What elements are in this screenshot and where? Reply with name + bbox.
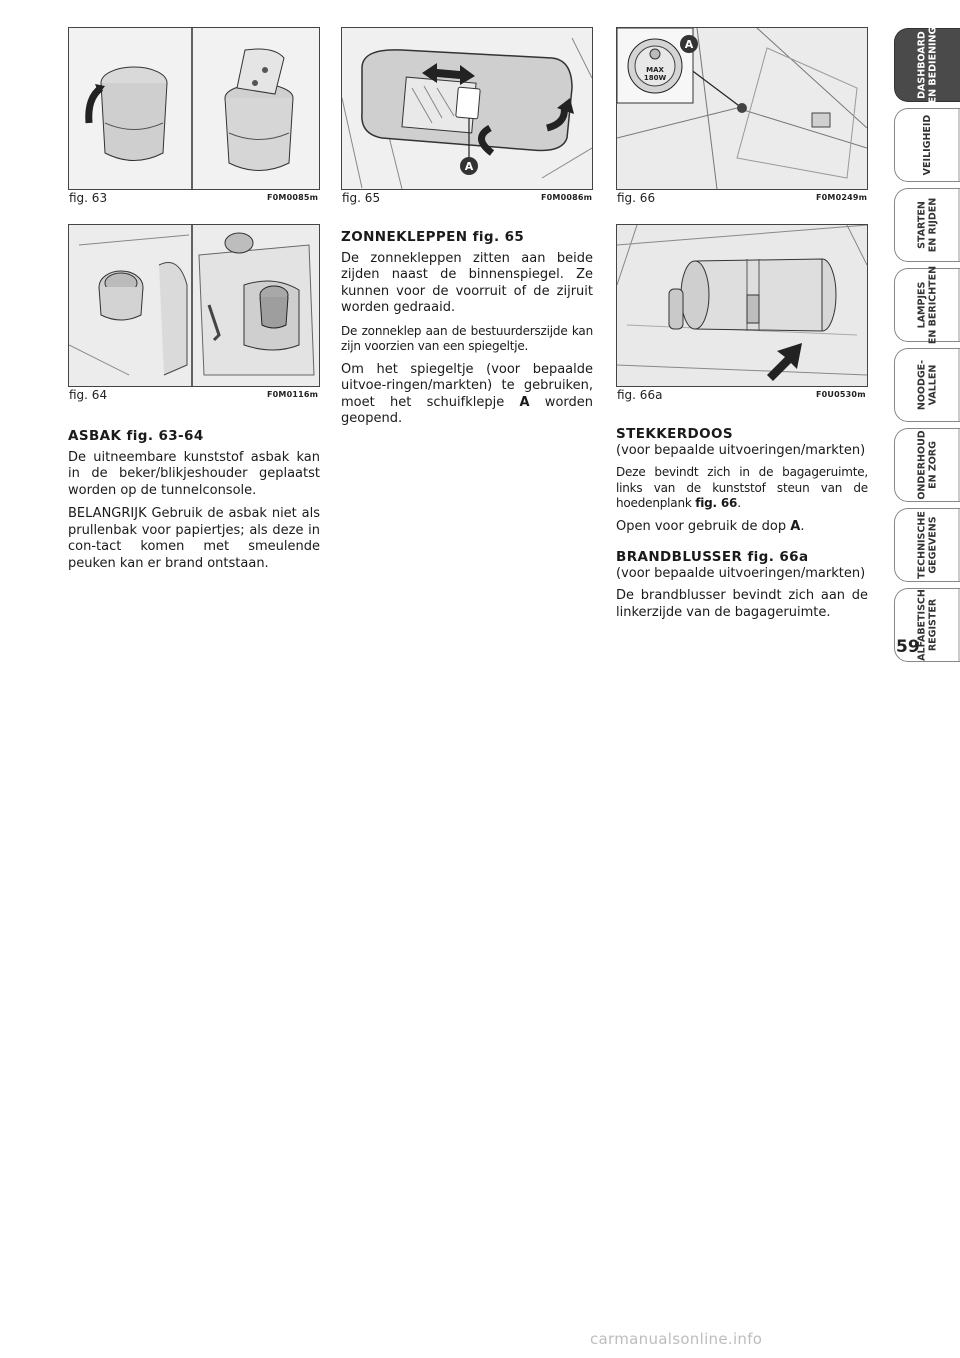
fig-65-label: fig. 65 — [342, 191, 381, 205]
zonnekleppen-paragraph-1: De zonnekleppen zitten aan beide zijden naast de binnenspiegel. Ze kunnen voor de voorruit of de zijruit worden gedraaid. — [341, 250, 593, 315]
asbak-paragraph-1: De uitneembare kunststof asbak kan in de beker/blikjeshouder geplaatst worden op de tunnelconsole. — [68, 449, 320, 498]
stekkerdoos-p2-ref: A — [790, 518, 801, 534]
fig-66-socket-watt: 180W — [643, 74, 667, 82]
asbak-paragraph-2: BELANGRIJK Gebruik de asbak niet als prullenbak voor papiertjes; als deze in con-tact komen met smeulende peuken kan er brand ontstaan. — [68, 506, 320, 571]
stekkerdoos-p2-end: . — [800, 518, 805, 534]
tab-veiligheid[interactable] — [894, 108, 960, 182]
figure-63 — [68, 27, 320, 190]
brandblusser-subtitle: (voor bepaalde uitvoeringen/markten) — [616, 565, 866, 581]
stekkerdoos-p2-text: Open voor gebruik de dop — [616, 518, 791, 534]
fig-66-code: F0M0249m — [816, 193, 868, 202]
fig-66a-label: fig. 66a — [617, 388, 663, 402]
section-stekkerdoos — [616, 426, 868, 628]
fire-extinguisher-illustration — [617, 225, 867, 386]
fig-64-code: F0M0116m — [267, 390, 319, 399]
figure-65 — [341, 27, 593, 190]
section-asbak — [68, 428, 320, 579]
zonnekleppen-heading: ZONNEKLEPPEN fig. 65 — [341, 229, 525, 245]
tab-label: TECHNISCHE GEGEVENS — [916, 511, 938, 579]
fig-66-callout-a: A — [684, 38, 694, 51]
tab-technische-gegevens[interactable] — [894, 508, 960, 582]
tab-label: NOODGE- VALLEN — [916, 359, 938, 411]
watermark: carmanualsonline.info — [590, 1330, 763, 1348]
page-number: 59 — [896, 637, 920, 657]
tab-label: LAMPJES EN BERICHTEN — [916, 265, 938, 345]
fig-66a-code: F0U0530m — [816, 390, 866, 399]
tab-noodgevallen[interactable] — [894, 348, 960, 422]
brandblusser-heading: BRANDBLUSSER fig. 66a — [616, 549, 809, 565]
fig-63-label: fig. 63 — [69, 191, 108, 205]
stekkerdoos-paragraph-1 — [616, 465, 868, 512]
figure-64 — [68, 224, 320, 387]
section-zonnekleppen — [341, 229, 593, 435]
figure-66 — [616, 27, 868, 190]
tab-label: ONDERHOUD EN ZORG — [916, 430, 938, 500]
power-socket-illustration — [617, 28, 867, 189]
stekkerdoos-p1-ref: fig. 66 — [695, 496, 738, 510]
stekkerdoos-subtitle: (voor bepaalde uitvoeringen/markten) — [616, 442, 866, 458]
stekkerdoos-p1-text: Deze bevindt zich in de bagageruimte, links van de kunststof steun van de hoedenplank — [616, 465, 868, 510]
sun-visor-illustration — [342, 28, 592, 189]
zonnekleppen-paragraph-3 — [341, 362, 593, 428]
zonnekleppen-p3-text: Om het spiegeltje (voor bepaalde uitvoe-ringen/markten) te gebruiken, moet het schuifklepje — [341, 361, 593, 410]
tab-label: STARTEN EN RIJDEN — [916, 197, 938, 253]
fig-64-label: fig. 64 — [69, 388, 108, 402]
brandblusser-paragraph-1: De brandblusser bevindt zich aan de linkerzijde van de bagageruimte. — [616, 588, 868, 620]
fig-65-code: F0M0086m — [541, 193, 593, 202]
tab-dashboard-en-bediening[interactable] — [894, 28, 960, 102]
ashtray-illustration — [69, 28, 319, 189]
fig-65-callout-a: A — [464, 160, 474, 173]
tab-lampjes-en-berichten[interactable] — [894, 265, 960, 345]
zonnekleppen-p3-end: worden geopend. — [341, 394, 593, 426]
asbak-heading: ASBAK fig. 63-64 — [68, 428, 204, 444]
tunnel-console-illustration — [69, 225, 319, 386]
figure-66a — [616, 224, 868, 387]
tab-label: DASHBOARD EN BEDIENING — [916, 26, 938, 104]
stekkerdoos-heading: STEKKERDOOS — [616, 426, 733, 442]
tab-starten-en-rijden[interactable] — [894, 188, 960, 262]
fig-63-code: F0M0085m — [267, 193, 319, 202]
tab-label: VEILIGHEID — [921, 114, 933, 176]
stekkerdoos-paragraph-2 — [616, 519, 868, 536]
fig-66-socket-max: MAX — [646, 66, 664, 74]
fig-66-label: fig. 66 — [617, 191, 656, 205]
zonnekleppen-paragraph-2: De zonneklep aan de bestuurderszijde kan zijn voorzien van een spiegeltje. — [341, 323, 593, 353]
zonnekleppen-p3-ref: A — [519, 394, 530, 410]
tab-label: ALFABETISCH REGISTER — [916, 589, 938, 661]
tab-onderhoud-en-zorg[interactable] — [894, 428, 960, 502]
stekkerdoos-p1-end: . — [737, 496, 741, 510]
